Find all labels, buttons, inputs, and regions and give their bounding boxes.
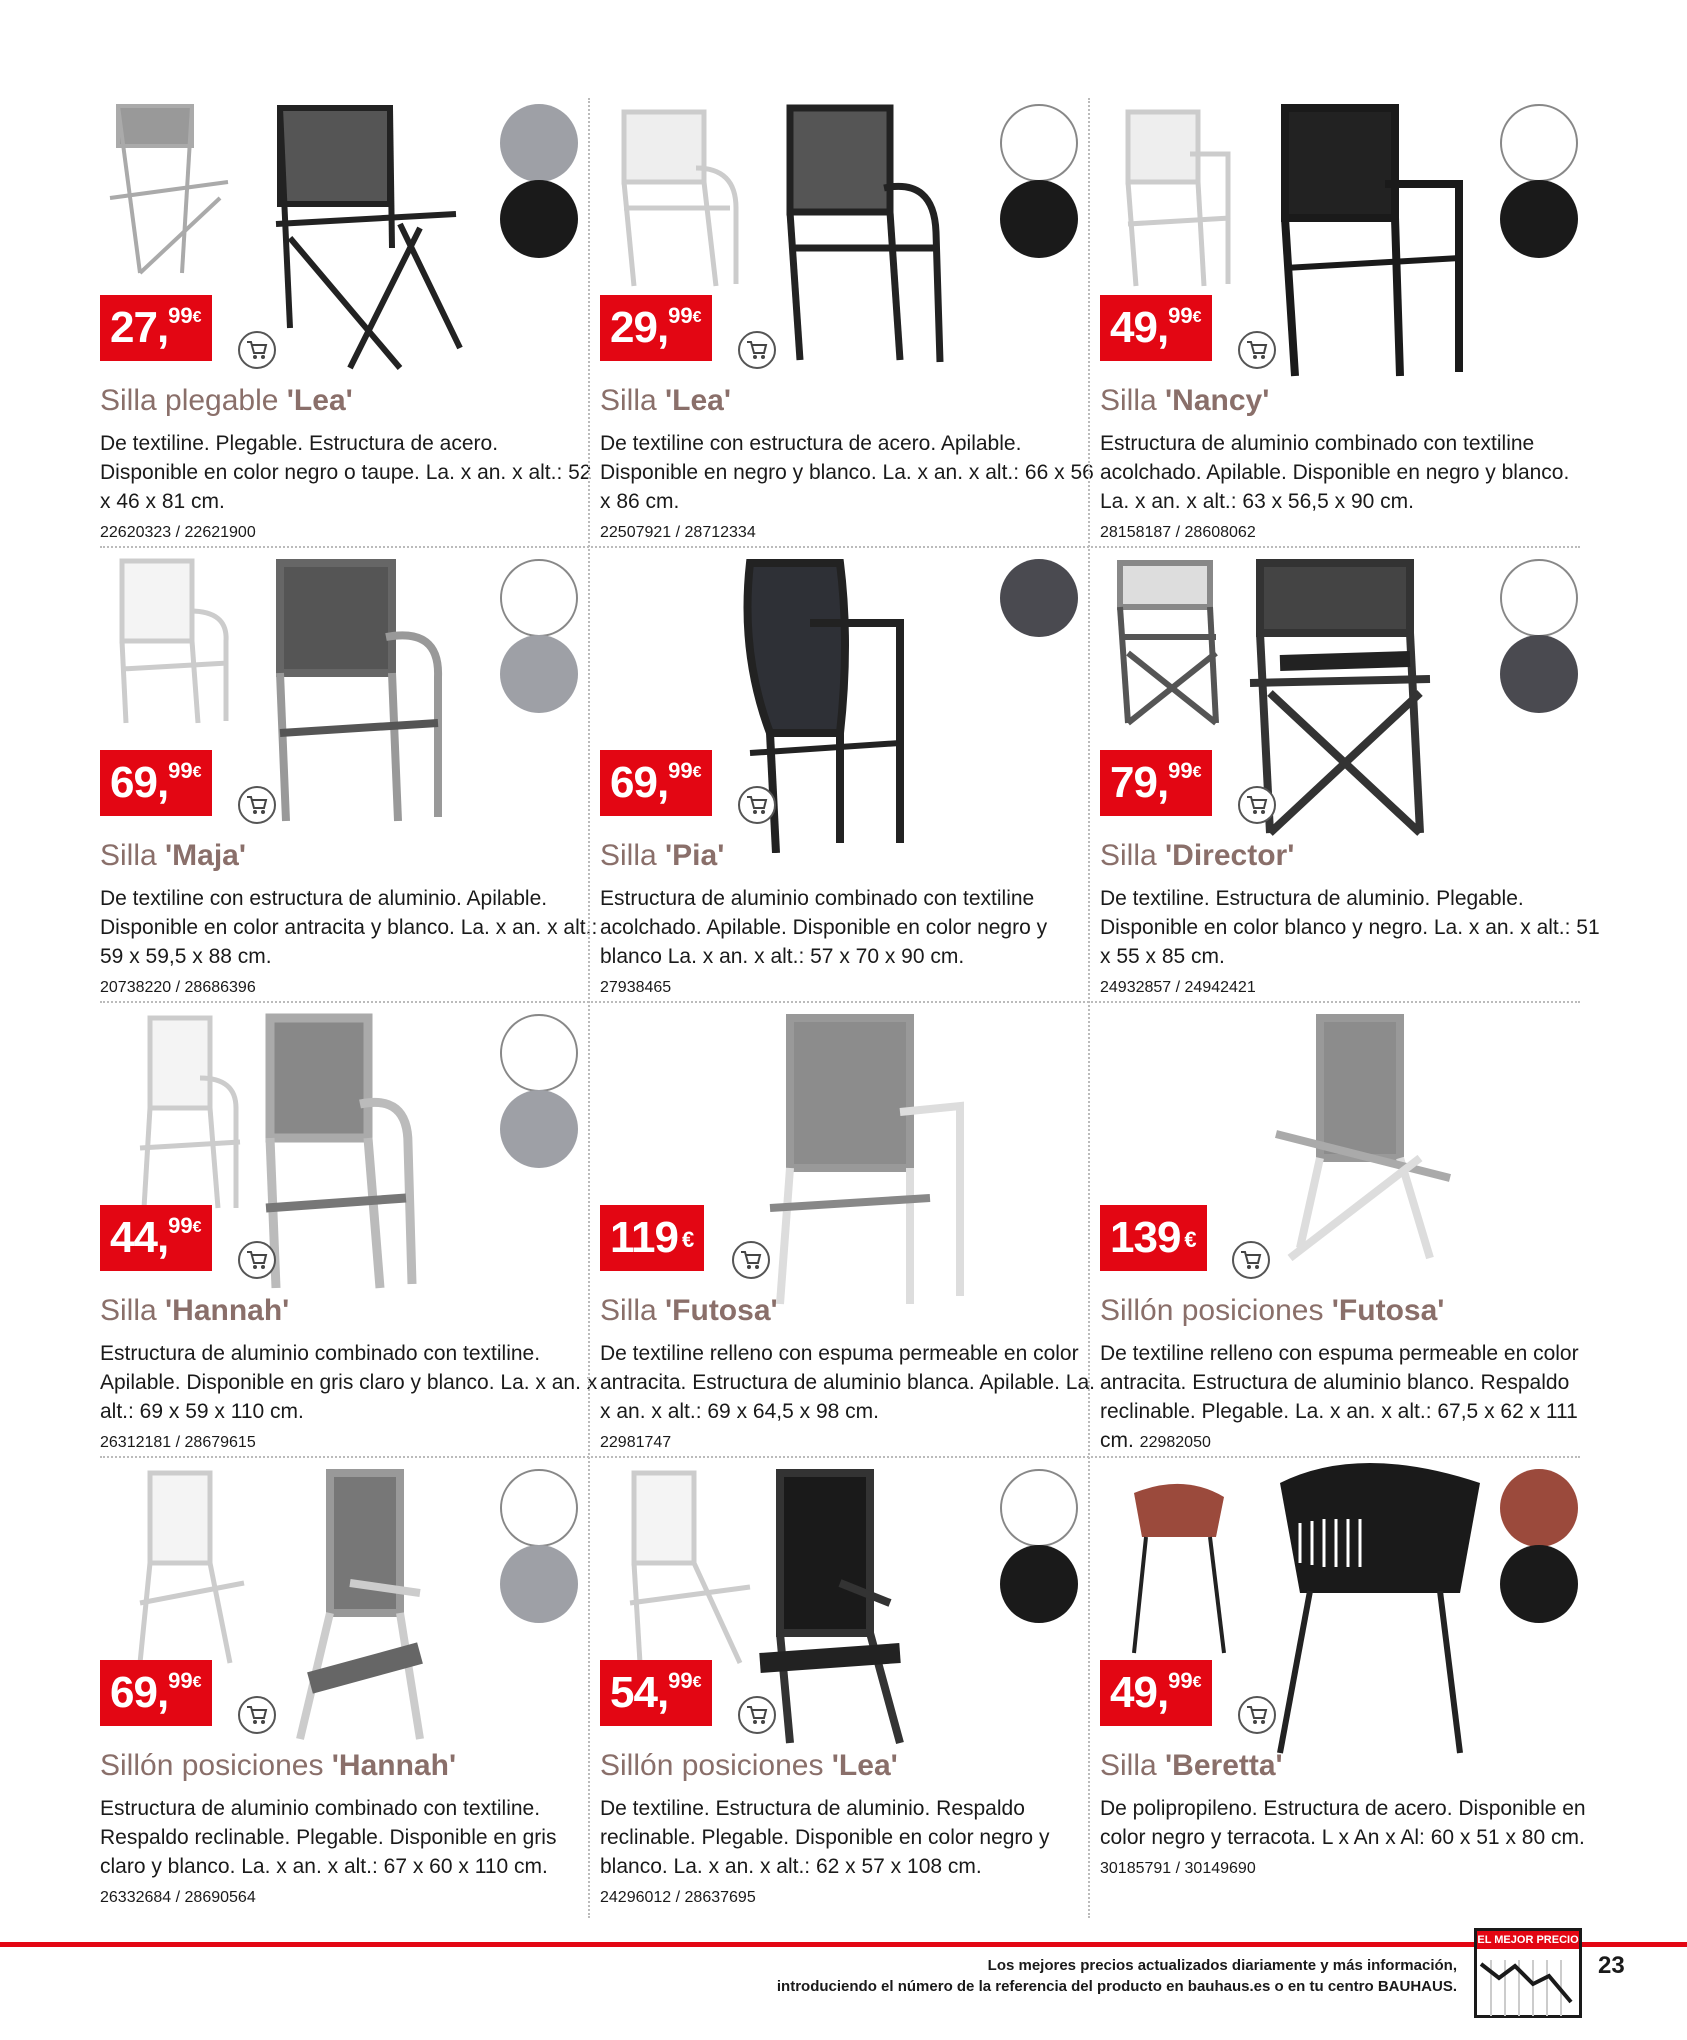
price-tag xyxy=(600,1660,712,1726)
product-title-name: 'Nancy' xyxy=(1165,384,1270,417)
price-tag xyxy=(1100,1660,1212,1726)
color-swatch[interactable] xyxy=(1000,180,1078,258)
price-integer: 29, xyxy=(610,303,669,352)
price-decimals: 99 xyxy=(1168,303,1193,328)
product-description xyxy=(100,429,600,547)
color-swatch[interactable] xyxy=(1500,559,1578,637)
product-title-type: Silla xyxy=(100,839,166,872)
best-price-label: EL MEJOR PRECIO xyxy=(1477,1931,1579,1949)
page-number: 23 xyxy=(1598,1952,1625,1979)
product-description xyxy=(600,429,1100,547)
product-description xyxy=(100,1794,600,1912)
color-swatch[interactable] xyxy=(1500,1469,1578,1547)
price-decimals: 99 xyxy=(668,758,693,783)
color-swatch[interactable] xyxy=(1500,180,1578,258)
product-title-type: Silla xyxy=(600,839,666,872)
product-reference: 24932857 / 24942421 xyxy=(1100,979,1256,996)
price-integer: 119 xyxy=(610,1213,678,1262)
color-swatch[interactable] xyxy=(1000,104,1078,182)
product-title[interactable] xyxy=(600,1294,778,1328)
price-tag xyxy=(1100,750,1212,816)
color-swatch[interactable] xyxy=(500,104,578,182)
product-card[interactable] xyxy=(600,1463,1100,1918)
product-title-type: Silla xyxy=(1100,384,1166,417)
product-title[interactable] xyxy=(600,839,724,873)
price-decimals: 99 xyxy=(668,303,693,328)
product-card[interactable] xyxy=(600,553,1100,1008)
description-text: De polipropileno. Estructura de acero. Disponible en color negro y terracota. L x An x Al: 60 x 51 x 80 cm. xyxy=(1100,1797,1586,1849)
product-title-type: Sillón posiciones xyxy=(1100,1294,1332,1327)
price-currency: € xyxy=(692,764,702,781)
product-description xyxy=(100,1339,600,1457)
product-title-name: 'Hannah' xyxy=(331,1749,457,1782)
product-title-type: Silla plegable xyxy=(100,384,287,417)
price-integer: 44, xyxy=(110,1213,169,1262)
product-title-type: Sillón posiciones xyxy=(600,1749,832,1782)
price-integer: 69, xyxy=(110,758,169,807)
price-decimals: 99 xyxy=(168,1213,193,1238)
cart-icon[interactable] xyxy=(1232,1241,1270,1279)
product-reference: 22982050 xyxy=(1139,1434,1211,1451)
product-title-type: Silla xyxy=(1100,1749,1166,1782)
color-swatch[interactable] xyxy=(500,1469,578,1547)
price-tag xyxy=(100,750,212,816)
color-swatch[interactable] xyxy=(1500,635,1578,713)
price-tag xyxy=(600,750,712,816)
product-title[interactable] xyxy=(100,1294,289,1328)
footer-line-1: Los mejores precios actualizados diariamente y más información, xyxy=(987,1957,1457,1974)
product-title-type: Silla xyxy=(600,1294,666,1327)
product-title[interactable] xyxy=(100,1749,456,1783)
product-description xyxy=(1100,1339,1600,1457)
description-text: De textiline con estructura de acero. Apilable. Disponible en negro y blanco. La. x an. x alt.: 66 x 56 x 86 cm. xyxy=(600,432,1094,513)
price-tag xyxy=(100,1660,212,1726)
best-price-badge xyxy=(1474,1928,1582,2018)
price-integer: 49, xyxy=(1110,1668,1169,1717)
price-tag xyxy=(1100,295,1212,361)
product-title-name: 'Lea' xyxy=(665,384,731,417)
footer-divider xyxy=(0,1942,1687,1947)
product-card[interactable] xyxy=(600,98,1100,553)
price-currency: € xyxy=(192,1674,202,1691)
color-swatch[interactable] xyxy=(1500,104,1578,182)
price-integer: 69, xyxy=(610,758,669,807)
product-description xyxy=(1100,884,1600,1002)
price-currency: € xyxy=(692,1674,702,1691)
price-decimals: 99 xyxy=(1168,758,1193,783)
price-tag xyxy=(1100,1205,1207,1271)
description-text: De textiline. Estructura de aluminio. Respaldo reclinable. Plegable. Disponible en color negro y blanco. La. x an. x alt.: 62 x 57 x 108 cm. xyxy=(600,1797,1050,1878)
product-title[interactable] xyxy=(1100,384,1269,418)
description-text: De textiline relleno con espuma permeable en color antracita. Estructura de aluminio blanca. Apilable. La. x an. x alt.: 69 x 64,5 x 98 cm. xyxy=(600,1342,1095,1423)
product-reference: 22981747 xyxy=(600,1434,672,1451)
product-title-name: 'Maja' xyxy=(165,839,246,872)
price-currency: € xyxy=(192,764,202,781)
product-card[interactable] xyxy=(1100,1463,1600,1918)
color-swatch[interactable] xyxy=(1000,1469,1078,1547)
footer-line-2: introduciendo el número de la referencia del producto en bauhaus.es o en tu centro BAUHAUS. xyxy=(776,1978,1457,1995)
cart-icon[interactable] xyxy=(238,331,276,369)
product-description xyxy=(1100,429,1600,547)
cart-icon[interactable] xyxy=(738,331,776,369)
product-title-type: Silla xyxy=(600,384,666,417)
product-reference: 26332684 / 28690564 xyxy=(100,1889,256,1906)
price-currency: € xyxy=(192,309,202,326)
product-card[interactable] xyxy=(600,1008,1100,1463)
price-tag xyxy=(100,295,212,361)
price-currency: € xyxy=(1192,309,1202,326)
product-title-name: 'Futosa' xyxy=(1331,1294,1445,1327)
cart-icon[interactable] xyxy=(238,1696,276,1734)
product-title-name: 'Pia' xyxy=(665,839,725,872)
description-text: De textiline. Estructura de aluminio. Plegable. Disponible en color blanco y negro. La. x an. x alt.: 51 x 55 x 85 cm. xyxy=(1100,887,1600,968)
description-text: De textiline relleno con espuma permeable en color antracita. Estructura de aluminio blanco. Respaldo reclinable. Plegable. La. x an. x alt.: 67,5 x 62 x 111 cm. xyxy=(1100,1342,1579,1452)
product-title-name: 'Lea' xyxy=(831,1749,898,1782)
column-divider xyxy=(1088,98,1090,1918)
row-divider xyxy=(100,546,1580,548)
cart-icon[interactable] xyxy=(738,1696,776,1734)
color-swatch[interactable] xyxy=(1500,1545,1578,1623)
product-description xyxy=(600,1794,1100,1912)
price-decimals: 99 xyxy=(168,758,193,783)
product-title-name: 'Director' xyxy=(1165,839,1295,872)
price-integer: 79, xyxy=(1110,758,1169,807)
product-card[interactable] xyxy=(1100,1008,1600,1463)
product-reference: 24296012 / 28637695 xyxy=(600,1889,756,1906)
color-swatch[interactable] xyxy=(1000,559,1078,637)
product-reference: 26312181 / 28679615 xyxy=(100,1434,256,1451)
price-currency: € xyxy=(681,1227,695,1252)
product-card[interactable] xyxy=(1100,98,1600,553)
price-decimals: 99 xyxy=(168,1668,193,1693)
product-card[interactable] xyxy=(100,1463,600,1918)
color-swatch[interactable] xyxy=(500,1090,578,1168)
cart-icon[interactable] xyxy=(1238,1696,1276,1734)
cart-icon[interactable] xyxy=(738,786,776,824)
product-title[interactable] xyxy=(1100,1749,1283,1783)
color-swatch[interactable] xyxy=(500,559,578,637)
product-title-name: 'Futosa' xyxy=(665,1294,778,1327)
product-reference: 28158187 / 28608062 xyxy=(1100,524,1256,541)
price-decimals: 99 xyxy=(668,1668,693,1693)
price-tag xyxy=(600,295,712,361)
color-swatch[interactable] xyxy=(1000,1545,1078,1623)
cart-icon[interactable] xyxy=(1238,786,1276,824)
product-description xyxy=(100,884,600,1002)
cart-icon[interactable] xyxy=(732,1241,770,1279)
product-card[interactable] xyxy=(100,1008,600,1463)
cart-icon[interactable] xyxy=(238,786,276,824)
price-currency: € xyxy=(1192,1674,1202,1691)
product-reference: 22620323 / 22621900 xyxy=(100,524,256,541)
color-swatch[interactable] xyxy=(500,635,578,713)
price-chart-icon xyxy=(1477,1950,1579,2016)
description-text: Estructura de aluminio combinado con textiline acolchado. Apilable. Disponible en negro y blanco. La. x an. x alt.: 63 x 56,5 x 90 cm. xyxy=(1100,432,1570,513)
product-title-type: Silla xyxy=(1100,839,1166,872)
product-description xyxy=(1100,1794,1600,1883)
color-swatch[interactable] xyxy=(500,1014,578,1092)
product-title[interactable] xyxy=(100,839,246,873)
description-text: Estructura de aluminio combinado con textiline. Respaldo reclinable. Plegable. Disponible en gris claro y blanco. La. x an. x alt.: 67 x 60 x 110 cm. xyxy=(100,1797,557,1878)
product-card[interactable] xyxy=(1100,553,1600,1008)
price-integer: 49, xyxy=(1110,303,1169,352)
product-card[interactable] xyxy=(100,553,600,1008)
cart-icon[interactable] xyxy=(238,1241,276,1279)
price-integer: 54, xyxy=(610,1668,669,1717)
description-text: De textiline. Plegable. Estructura de acero. Disponible en color negro o taupe. La. x an. x alt.: 52 x 46 x 81 cm. xyxy=(100,432,592,513)
product-description xyxy=(600,1339,1100,1457)
product-title[interactable] xyxy=(100,384,353,418)
product-reference: 30185791 / 30149690 xyxy=(1100,1860,1256,1877)
price-currency: € xyxy=(1184,1227,1197,1252)
cart-icon[interactable] xyxy=(1238,331,1276,369)
price-tag xyxy=(100,1205,212,1271)
product-grid xyxy=(100,98,1600,1918)
price-decimals: 99 xyxy=(1168,1668,1193,1693)
product-title-type: Sillón posiciones xyxy=(100,1749,332,1782)
product-title-name: 'Lea' xyxy=(286,384,353,417)
product-title-name: 'Hannah' xyxy=(165,1294,290,1327)
description-text: De textiline con estructura de aluminio. Apilable. Disponible en color antracita y blanco. La. x an. x alt.: 59 x 59,5 x 88 cm. xyxy=(100,887,598,968)
product-card[interactable] xyxy=(100,98,600,553)
product-title-name: 'Beretta' xyxy=(1165,1749,1283,1782)
row-divider xyxy=(100,1456,1580,1458)
column-divider xyxy=(588,98,590,1918)
product-reference: 22507921 / 28712334 xyxy=(600,524,756,541)
product-title[interactable] xyxy=(600,1749,898,1783)
product-title[interactable] xyxy=(1100,1294,1444,1328)
price-integer: 27, xyxy=(110,303,169,352)
product-title[interactable] xyxy=(1100,839,1294,873)
footer-note xyxy=(777,1955,1457,1997)
price-currency: € xyxy=(1192,764,1202,781)
price-decimals: 99 xyxy=(168,303,193,328)
color-swatch[interactable] xyxy=(500,180,578,258)
price-tag xyxy=(600,1205,704,1271)
price-currency: € xyxy=(692,309,702,326)
product-reference: 27938465 xyxy=(600,979,672,996)
product-description xyxy=(600,884,1100,1002)
price-integer: 139 xyxy=(1110,1213,1181,1262)
description-text: Estructura de aluminio combinado con textiline acolchado. Apilable. Disponible en color negro y blanco La. x an. x alt.: 57 x 70 x 90 cm. xyxy=(600,887,1048,968)
product-title[interactable] xyxy=(600,384,731,418)
color-swatch[interactable] xyxy=(500,1545,578,1623)
description-text: Estructura de aluminio combinado con textiline. Apilable. Disponible en gris claro y blanco. La. x an. x alt.: 69 x 59 x 110 cm. xyxy=(100,1342,598,1423)
product-title-type: Silla xyxy=(100,1294,166,1327)
price-integer: 69, xyxy=(110,1668,169,1717)
row-divider xyxy=(100,1001,1580,1003)
product-reference: 20738220 / 28686396 xyxy=(100,979,256,996)
price-currency: € xyxy=(192,1219,202,1236)
